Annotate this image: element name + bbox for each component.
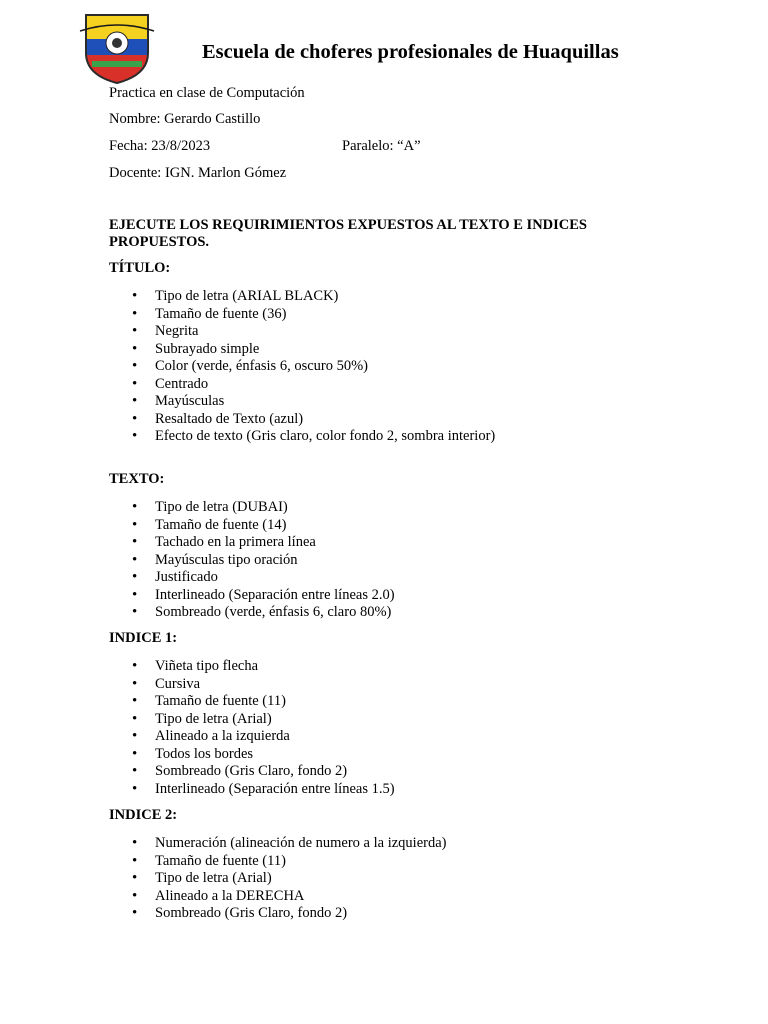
course-line: Practica en clase de Computación [109, 85, 305, 101]
list-item: • Mayúsculas [132, 393, 495, 411]
list-item: • Todos los bordes [132, 746, 395, 764]
list-item: • Tipo de letra (DUBAI) [132, 499, 395, 517]
list-titulo [132, 288, 495, 446]
list-item: • Centrado [132, 376, 495, 394]
section-heading-texto: TEXTO: [109, 471, 165, 487]
list-item: • Efecto de texto (Gris claro, color fondo 2, sombra interior) [132, 428, 495, 446]
list-item: • Sombreado (Gris Claro, fondo 2) [132, 763, 395, 781]
list-item: • Tipo de letra (Arial) [132, 711, 395, 729]
section-heading-titulo: TÍTULO: [109, 260, 171, 276]
date-line: Fecha: 23/8/2023 [109, 138, 211, 154]
list-item: • Sombreado (Gris Claro, fondo 2) [132, 905, 446, 923]
list-item: • Alineado a la DERECHA [132, 888, 446, 906]
paralelo-line: Paralelo: “A” [342, 138, 421, 154]
list-item: • Tamaño de fuente (11) [132, 693, 395, 711]
list-item: • Sombreado (verde, énfasis 6, claro 80%) [132, 604, 395, 622]
list-item: • Tachado en la primera línea [132, 534, 395, 552]
list-item: • Subrayado simple [132, 341, 495, 359]
list-item: • Justificado [132, 569, 395, 587]
list-item: • Alineado a la izquierda [132, 728, 395, 746]
list-item: • Tamaño de fuente (36) [132, 306, 495, 324]
list-indice-1 [132, 658, 395, 798]
list-item: • Tamaño de fuente (14) [132, 517, 395, 535]
list-item: • Numeración (alineación de numero a la izquierda) [132, 835, 446, 853]
student-name: Nombre: Gerardo Castillo [109, 111, 261, 127]
list-item: • Tipo de letra (Arial) [132, 870, 446, 888]
list-indice-2 [132, 835, 446, 923]
school-logo [78, 9, 156, 85]
teacher-line: Docente: IGN. Marlon Gómez [109, 165, 287, 181]
list-item: • Tipo de letra (ARIAL BLACK) [132, 288, 495, 306]
list-item: • Interlineado (Separación entre líneas 1.5) [132, 781, 395, 799]
list-item: • Viñeta tipo flecha [132, 658, 395, 676]
list-item: • Tamaño de fuente (11) [132, 853, 446, 871]
section-heading-indice-2: INDICE 2: [109, 807, 178, 823]
page-title: Escuela de choferes profesionales de Huaquillas [202, 41, 619, 63]
list-item: • Interlineado (Separación entre líneas 2.0) [132, 587, 395, 605]
list-item: • Color (verde, énfasis 6, oscuro 50%) [132, 358, 495, 376]
section-heading-indice-1: INDICE 1: [109, 630, 178, 646]
list-item: • Resaltado de Texto (azul) [132, 411, 495, 429]
list-texto [132, 499, 395, 622]
instruction-heading: EJECUTE LOS REQUIRIMIENTOS EXPUESTOS AL TEXTO E INDICES PROPUESTOS. [109, 217, 587, 250]
list-item: • Negrita [132, 323, 495, 341]
list-item: • Cursiva [132, 676, 395, 694]
list-item: • Mayúsculas tipo oración [132, 552, 395, 570]
